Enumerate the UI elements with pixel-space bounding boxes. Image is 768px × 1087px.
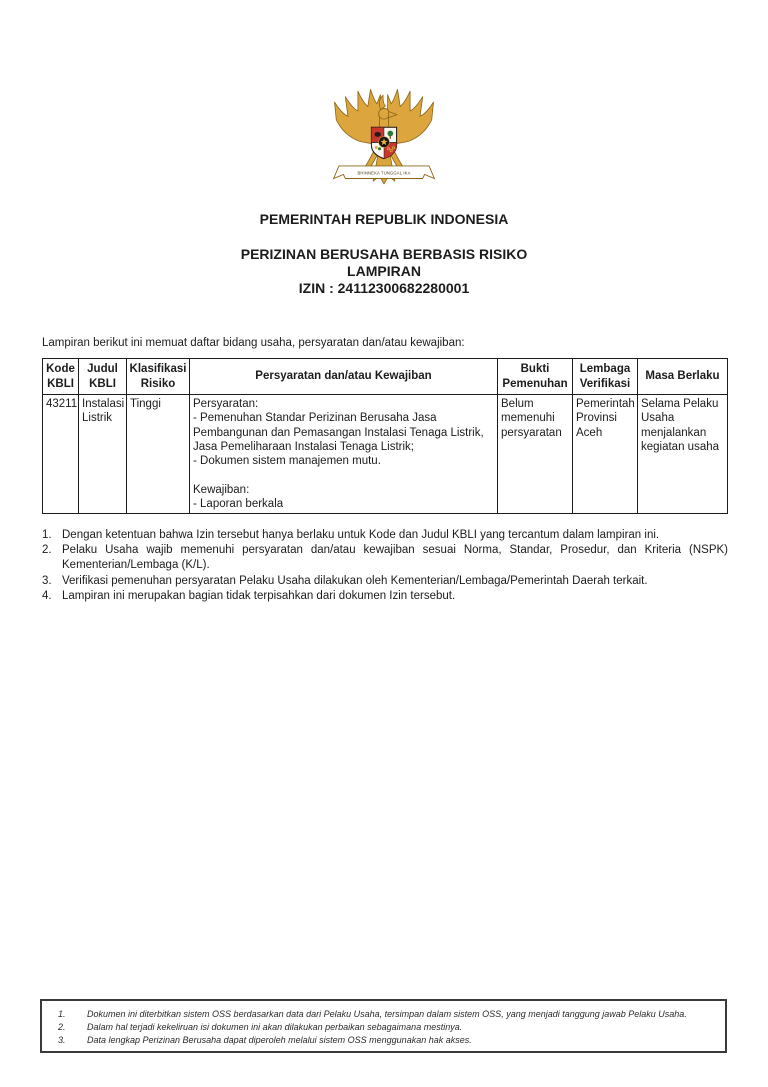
cell-judul-kbli: Instalasi Listrik (79, 395, 127, 514)
note-item (42, 574, 728, 589)
note-item (42, 528, 728, 543)
license-number: IZIN : 24112300682280001 (298, 280, 470, 296)
kewajiban-line: Kewajiban: (193, 483, 250, 496)
note-number: 1. (42, 529, 52, 541)
footer-note-item (58, 1008, 711, 1021)
notes-list (42, 528, 728, 604)
note-item (42, 589, 728, 604)
note-number: 3. (42, 574, 52, 587)
col-header-bukti-pemenuhan: Bukti Pemenuhan (498, 359, 573, 395)
persyaratan-blank-line (193, 468, 494, 482)
footer-note-number: 3. (58, 1035, 66, 1045)
table-header-row (43, 359, 728, 395)
col-header-masa-berlaku: Masa Berlaku (638, 359, 728, 395)
footer-note-number: 2. (58, 1022, 66, 1032)
cell-klasifikasi-risiko: Tinggi (127, 395, 190, 514)
col-header-lembaga-verifikasi: Lembaga Verifikasi (573, 359, 638, 395)
government-title: PEMERINTAH REPUBLIK INDONESIA (259, 211, 509, 227)
footer-note-item (58, 1021, 711, 1034)
note-item (42, 543, 728, 573)
footer-note-item (58, 1034, 711, 1047)
kbli-table (42, 358, 728, 514)
cell-persyaratan (190, 395, 498, 514)
note-text: Pelaku Usaha wajib memenuhi persyaratan dan/atau kewajiban sesuai Norma, Standar, Prosedur, dan Kriteria (NSPK) Kementerian/Lembaga (K/L). (62, 544, 728, 572)
document-subtitle: LAMPIRAN (347, 263, 421, 279)
kewajiban-line: - Laporan berkala (193, 498, 284, 511)
persyaratan-line: - Pemenuhan Standar Perizinan Berusaha Jasa Pembangunan dan Pemasangan Instalasi Tenaga Listrik, Jasa Pemeliharaan Instalasi Tenaga Listrik; (193, 412, 484, 453)
note-number: 2. (42, 544, 52, 557)
document-title: PERIZINAN BERUSAHA BERBASIS RISIKO (240, 246, 528, 262)
footer-note-text: Data lengkap Perizinan Berusaha dapat diperoleh melalui sistem OSS menggunakan hak akses. (87, 1035, 472, 1045)
note-text: Verifikasi pemenuhan persyaratan Pelaku Usaha dilakukan oleh Kementerian/Lembaga/Pemerintah Daerah terkait. (62, 574, 648, 587)
garuda-pancasila-icon (330, 87, 438, 189)
col-header-judul-kbli: Judul KBLI (79, 359, 127, 395)
intro-text: Lampiran berikut ini memuat daftar bidang usaha, persyaratan dan/atau kewajiban: (42, 337, 465, 349)
footer-note-number: 1. (58, 1009, 66, 1019)
footer-disclaimer-box (40, 999, 727, 1053)
footer-note-text: Dokumen ini diterbitkan sistem OSS berdasarkan data dari Pelaku Usaha, tersimpan dalam sistem OSS, yang menjadi tanggung jawab Pelaku Usaha. (87, 1009, 687, 1019)
cell-bukti-pemenuhan: Belum memenuhi persyaratan (498, 395, 573, 514)
persyaratan-line: Persyaratan: (193, 398, 259, 410)
footer-note-text: Dalam hal terjadi kekeliruan isi dokumen ini akan dilakukan perbaikan sebagaimana mestinya. (87, 1022, 463, 1032)
note-number: 4. (42, 589, 52, 602)
persyaratan-line: - Dokumen sistem manajemen mutu. (193, 455, 381, 468)
note-text: Dengan ketentuan bahwa Izin tersebut hanya berlaku untuk Kode dan Judul KBLI yang tercantum dalam lampiran ini. (62, 529, 660, 541)
col-header-klasifikasi-risiko: Klasifikasi Risiko (127, 359, 190, 395)
col-header-persyaratan: Persyaratan dan/atau Kewajiban (190, 359, 498, 395)
emblem-banner-text: BHINNEKA TUNGGAL IKA (357, 170, 411, 176)
document-title-block (0, 246, 768, 297)
garuda-pancasila-emblem (330, 87, 438, 189)
cell-masa-berlaku: Selama Pelaku Usaha menjalankan kegiatan usaha (638, 395, 728, 514)
cell-kode-kbli: 43211 (43, 395, 79, 514)
note-text: Lampiran ini merupakan bagian tidak terpisahkan dari dokumen Izin tersebut. (62, 589, 456, 602)
cell-lembaga-verifikasi: Pemerintah Provinsi Aceh (573, 395, 638, 514)
col-header-kode-kbli: Kode KBLI (43, 359, 79, 395)
table-row (43, 395, 728, 514)
